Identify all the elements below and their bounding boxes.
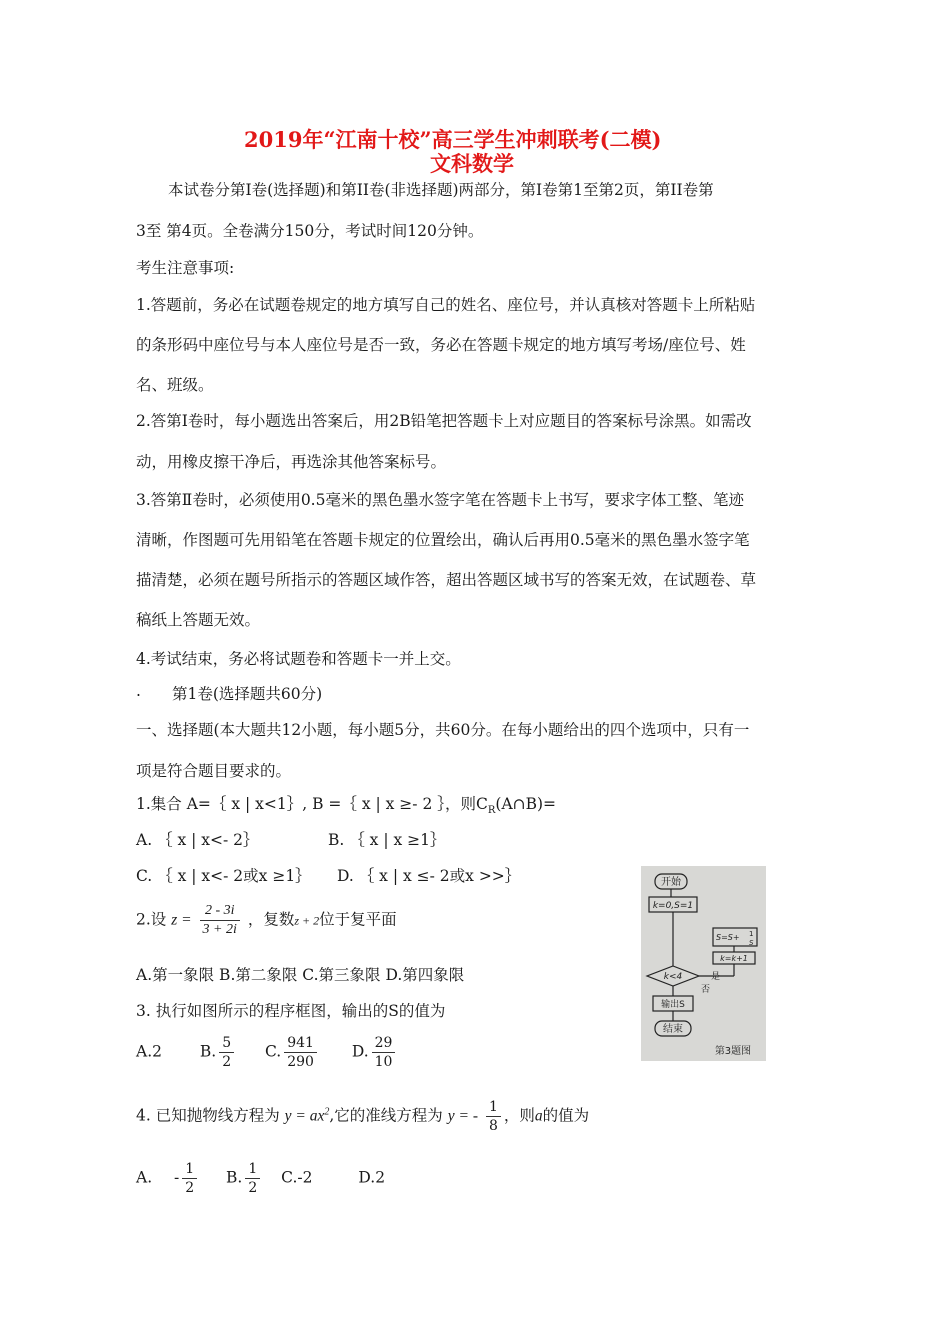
q1-stem: 1.集合 A=｛ x | x<1｝, B =｛ x | x ≥- 2 ｝，则$C_R(A\cap B)=$ <box>136 795 557 817</box>
section-instructions-2: 项是符合题目要求的。 <box>136 762 292 780</box>
q2-options: A.第一象限 B.第二象限 C.第三象限 D.第四象限 <box>136 966 465 984</box>
q1-option-c: C. ｛ x | x<- 2或x ≥1｝ <box>136 867 311 885</box>
note-line: 动，用橡皮擦干净后，再选涂其他答案标号。 <box>136 453 447 471</box>
start-label: 开始 <box>661 877 681 888</box>
note-line: 描清楚，必须在题号所指示的答题区域作答，超出答题区域书写的答案无效，在试题卷、草 <box>136 571 757 589</box>
q2-stem: 2.设 z = $\frac{2 - 3i}{3 + 2i}$ ，复数z + 2位于复平面 <box>136 903 397 937</box>
q1-option-b: B. ｛ x | x ≥1｝ <box>328 831 446 849</box>
q1-option-a: A. ｛ x | x<- 2｝ <box>136 831 259 849</box>
q3-options: A.2 B. $\frac{5}{2}$ C. $\frac{941}{290}$ D. $\frac{29}{10}$ <box>136 1034 398 1071</box>
flowchart-figure <box>641 866 766 1061</box>
update-s-den: S <box>749 939 754 947</box>
figure-caption: 第3题图 <box>714 1046 752 1057</box>
note-line: 稿纸上答题无效。 <box>136 611 261 629</box>
page-title: 2019年“江南十校”高三学生冲刺联考(二模) <box>244 127 662 152</box>
output-label: 输出S <box>661 1000 685 1010</box>
page-subtitle: 文科数学 <box>430 151 514 176</box>
note-line: 清晰，作图题可先用铅笔在答题卡规定的位置绘出，确认后再用0.5毫米的黑色墨水签字笔 <box>136 531 750 549</box>
update-s-label: S=S+ <box>716 933 740 942</box>
condition-label: k<4 <box>663 972 683 982</box>
no-label: 否 <box>701 985 711 995</box>
note-line: 名、班级。 <box>136 376 214 394</box>
init-label: k=0,S=1 <box>652 901 694 911</box>
note-line: 的条形码中座位号与本人座位号是否一致，务必在答题卡规定的地方填写考场/座位号、姓 <box>136 336 746 354</box>
q3-stem: 3. 执行如图所示的程序框图，输出的S的值为 <box>136 1002 446 1020</box>
section-dot: . <box>136 682 141 700</box>
note-line: 3.答第Ⅱ卷时，必须使用0.5毫米的黑色墨水签字笔在答题卡上书写，要求字体工整、笔迹 <box>136 491 744 509</box>
update-s-num: 1 <box>749 930 754 938</box>
q4-stem: 4. 已知抛物线方程为 $y = ax^2$,它的准线方程为 y = - $\frac{1}{8}$ ，则a的值为 <box>136 1099 590 1134</box>
note-line: 2.答第Ⅰ卷时，每小题选出答案后，用2B铅笔把答题卡上对应题目的答案标号涂黑。如需改 <box>136 412 752 430</box>
q1-option-d: D. ｛ x | x ≤- 2或x >>｝ <box>337 867 521 885</box>
note-line: 4.考试结束，务必将试题卷和答题卡一并上交。 <box>136 650 461 668</box>
section-title: 第1卷(选择题共60分) <box>172 685 323 703</box>
yes-label: 是 <box>711 972 721 982</box>
q2-fraction: $\frac{2 - 3i}{3 + 2i}$ <box>200 902 240 939</box>
intro-line-2: 3至 第4页。全卷满分150分，考试时间120分钟。 <box>136 222 484 240</box>
section-instructions: 一、选择题(本大题共12小题，每小题5分，共60分。在每小题给出的四个选项中，只有一 <box>136 721 750 739</box>
update-k-label: k=k+1 <box>720 954 748 963</box>
intro-line-1: 本试卷分第Ⅰ卷(选择题)和第II卷(非选择题)两部分，第Ⅰ卷第1至第2页，第II卷第 <box>168 181 714 199</box>
q4-options: A. - $\frac{1}{2}$ B. $\frac{1}{2}$ C.-2 D.2 <box>136 1161 386 1196</box>
end-label: 结束 <box>663 1024 683 1035</box>
notes-heading: 考生注意事项: <box>136 259 235 277</box>
note-line: 1.答题前，务必在试题卷规定的地方填写自己的姓名、座位号，并认真核对答题卡上所粘贴 <box>136 296 756 314</box>
